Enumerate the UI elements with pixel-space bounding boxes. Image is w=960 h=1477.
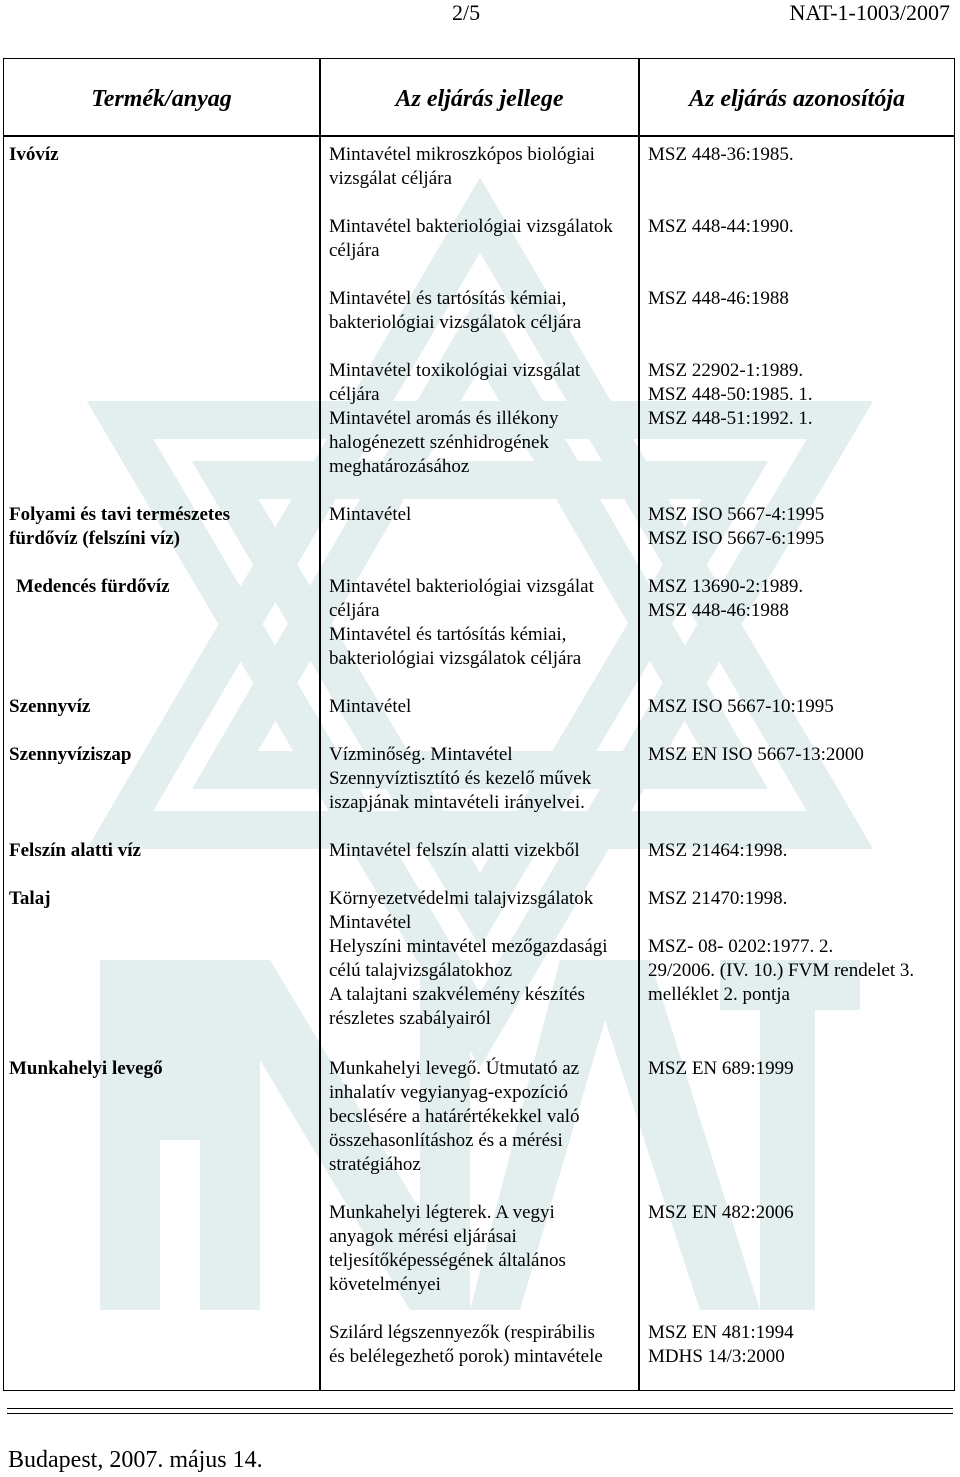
method-cell: stratégiához [329,1154,421,1175]
method-cell: Mintavétel [329,504,412,525]
method-cell: becslésére a határértékekkel való [329,1106,580,1127]
method-cell: Szilárd légszennyezők (respirábilis [329,1322,595,1343]
method-cell: célú talajvizsgálatokhoz [329,960,513,981]
standard-cell: 29/2006. (IV. 10.) FVM rendelet 3. [648,960,915,981]
standard-cell: MSZ 448-50:1985. 1. [648,384,813,405]
page-number: 2/5 [452,0,481,25]
standard-cell: MSZ EN 482:2006 [648,1202,794,1223]
product-cell: Szennyvíz [9,696,91,717]
method-cell: halogénezett szénhidrogének [329,432,549,453]
method-cell: Mintavétel bakteriológiai vizsgálatok [329,216,613,237]
standard-cell: MSZ ISO 5667-10:1995 [648,696,834,717]
page-header [0,0,960,28]
method-cell: vizsgálat céljára [329,168,452,189]
method-cell: A talajtani szakvélemény készítés [329,984,585,1005]
standard-cell: MSZ 22902-1:1989. [648,360,804,381]
method-cell: Mintavétel [329,696,412,717]
method-cell: Mintavétel mikroszkópos biológiai [329,144,595,165]
method-cell: Munkahelyi levegő. Útmutató az [329,1058,580,1079]
product-cell: Munkahelyi levegő [9,1058,163,1079]
method-cell: Helyszíni mintavétel mezőgazdasági [329,936,608,957]
method-cell: Szennyvíztisztító és kezelő művek [329,768,592,789]
standard-cell: MSZ 21470:1998. [648,888,788,909]
method-cell: Környezetvédelmi talajvizsgálatok [329,888,594,909]
method-cell: Mintavétel aromás és illékony [329,408,559,429]
column-divider [638,59,640,1390]
standard-cell: MSZ 13690-2:1989. [648,576,804,597]
footer-rule [7,1413,953,1414]
method-cell: bakteriológiai vizsgálatok céljára [329,648,582,669]
product-cell: Medencés fürdővíz [16,576,170,597]
standard-cell: MSZ 448-36:1985. [648,144,794,165]
method-cell: Mintavétel felszín alatti vizekből [329,840,580,861]
method-cell: bakteriológiai vizsgálatok céljára [329,312,582,333]
standard-cell: MSZ 21464:1998. [648,840,788,861]
method-cell: összehasonlításhoz és a mérési [329,1130,563,1151]
product-cell: Felszín alatti víz [9,840,141,861]
method-cell: meghatározásához [329,456,470,477]
standard-cell: melléklet 2. pontja [648,984,790,1005]
method-cell: inhalatív vegyianyag-expozíció [329,1082,568,1103]
standard-cell: MSZ ISO 5667-4:1995 [648,504,825,525]
standard-cell: MSZ 448-51:1992. 1. [648,408,813,429]
method-cell: Vízminőség. Mintavétel [329,744,513,765]
standard-cell: MSZ 448-46:1988 [648,600,789,621]
column-header-product: Termék/anyag [91,86,232,112]
product-cell: fürdővíz (felszíni víz) [9,528,180,549]
method-cell: Mintavétel és tartósítás kémiai, [329,288,567,309]
method-cell: teljesítőképességének általános [329,1250,566,1271]
method-cell: és belélegezhető porok) mintavétele [329,1346,603,1367]
standard-cell: MSZ- 08- 0202:1977. 2. [648,936,834,957]
standard-cell: MSZ ISO 5667-6:1995 [648,528,825,549]
method-cell: követelményei [329,1274,441,1295]
standard-cell: MDHS 14/3:2000 [648,1346,785,1367]
column-divider [319,59,321,1390]
accreditation-table [3,58,955,1391]
method-cell: iszapjának mintavételi irányelvei. [329,792,585,813]
product-cell: Folyami és tavi természetes [9,504,231,525]
header-divider [4,135,954,137]
product-cell: Szennyvíziszap [9,744,132,765]
method-cell: anyagok mérési eljárásai [329,1226,517,1247]
method-cell: Munkahelyi légterek. A vegyi [329,1202,555,1223]
document-id: NAT-1-1003/2007 [789,0,950,25]
method-cell: céljára [329,240,380,261]
standard-cell: MSZ 448-44:1990. [648,216,794,237]
standard-cell: MSZ 448-46:1988 [648,288,789,309]
method-cell: Mintavétel toxikológiai vizsgálat [329,360,581,381]
footer-rule [7,1408,953,1409]
method-cell: Mintavétel bakteriológiai vizsgálat [329,576,594,597]
method-cell: céljára [329,600,380,621]
standard-cell: MSZ EN ISO 5667-13:2000 [648,744,864,765]
footer-date: Budapest, 2007. május 14. [8,1447,263,1473]
method-cell: részletes szabályairól [329,1008,491,1029]
standard-cell: MSZ EN 689:1999 [648,1058,794,1079]
standard-cell: MSZ EN 481:1994 [648,1322,794,1343]
method-cell: Mintavétel és tartósítás kémiai, [329,624,567,645]
column-header-method: Az eljárás jellege [395,86,564,112]
product-cell: Talaj [9,888,51,909]
method-cell: céljára [329,384,380,405]
column-header-standard: Az eljárás azonosítója [688,86,906,112]
method-cell: Mintavétel [329,912,412,933]
product-cell: Ivóvíz [9,144,59,165]
